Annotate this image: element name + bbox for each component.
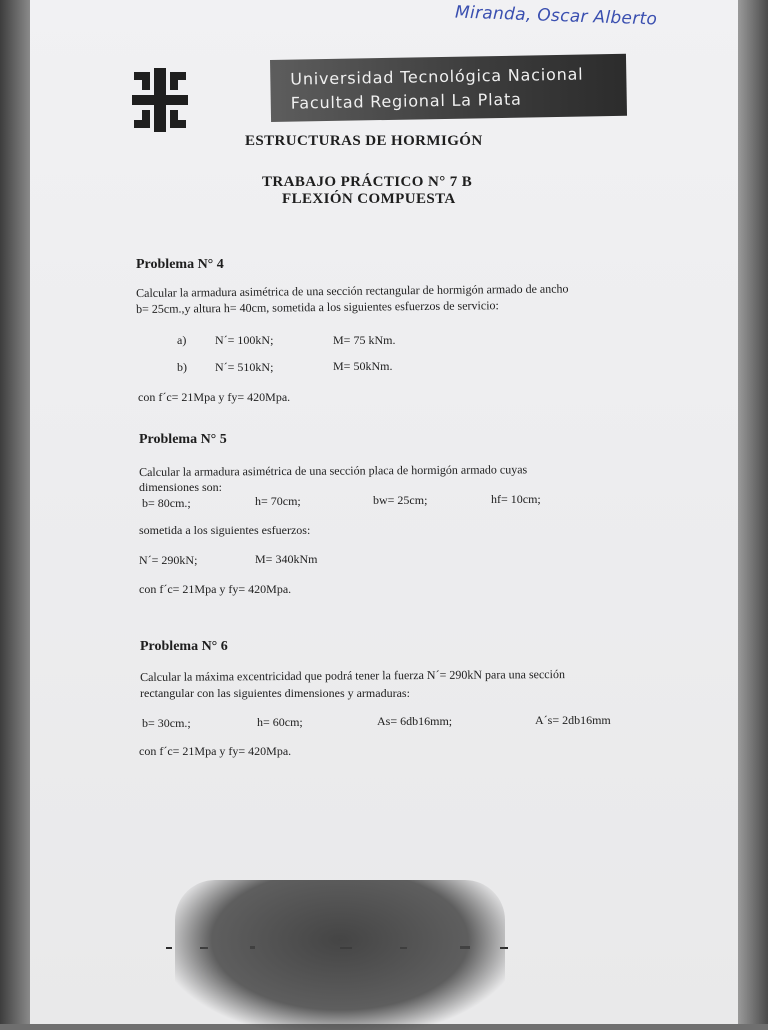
- problem-6-materials: con f´c= 21Mpa y fy= 420Mpa.: [139, 744, 292, 758]
- university-banner: [270, 54, 627, 122]
- problem-5-efforts-intro: sometida a los siguientes esfuerzos:: [139, 523, 311, 537]
- problem-5-materials: con f´c= 21Mpa y fy= 420Mpa.: [139, 582, 292, 596]
- problem-4-case-a-moment: M= 75 kNm.: [333, 333, 396, 347]
- problem-6-text-line-2: rectangular con las siguientes dimensiones y armaduras:: [140, 686, 410, 700]
- problem-5-heading: Problema N° 5: [139, 432, 227, 447]
- problem-4-text-line-2: b= 25cm.,y altura h= 40cm, sometida a los siguientes esfuerzos de servicio:: [136, 298, 499, 316]
- problem-5-force: N´= 290kN;: [139, 553, 198, 567]
- university-name: Universidad Tecnológica Nacional: [290, 64, 584, 89]
- problem-4-heading: Problema N° 4: [136, 257, 224, 272]
- course-title: ESTRUCTURAS DE HORMIGÓN: [245, 133, 483, 149]
- faculty-name: Facultad Regional La Plata: [290, 89, 522, 113]
- problem-5-moment: M= 340kNm: [255, 552, 318, 566]
- problem-6-dim-b: b= 30cm.;: [142, 716, 191, 730]
- problem-5-dim-h: h= 70cm;: [255, 494, 301, 508]
- finger-shadow: [175, 880, 505, 1030]
- problem-5-text-line-1: Calcular la armadura asimétrica de una sección placa de hormigón armado cuyas: [139, 462, 528, 479]
- problem-4-case-a-label: a): [177, 333, 187, 347]
- topic-title: FLEXIÓN COMPUESTA: [282, 191, 456, 207]
- scan-left-margin: [0, 0, 30, 1024]
- problem-6-as-prime: A´s= 2db16mm: [535, 713, 611, 727]
- problem-5-dim-bw: bw= 25cm;: [373, 493, 428, 507]
- document-page: [30, 0, 738, 1024]
- problem-6-dim-h: h= 60cm;: [257, 715, 303, 729]
- problem-4-case-b-label: b): [177, 360, 187, 374]
- problem-4-case-b-force: N´= 510kN;: [215, 360, 274, 374]
- assignment-title: TRABAJO PRÁCTICO N° 7 B: [262, 174, 473, 190]
- problem-5-dim-hf: hf= 10cm;: [491, 492, 541, 506]
- problem-4-materials: con f´c= 21Mpa y fy= 420Mpa.: [138, 390, 291, 404]
- problem-6-heading: Problema N° 6: [140, 639, 228, 654]
- problem-4-case-a-force: N´= 100kN;: [215, 333, 274, 347]
- problem-4-case-b-moment: M= 50kNm.: [333, 359, 393, 373]
- problem-5-text-line-2: dimensiones son:: [139, 480, 222, 494]
- utn-logo-icon: [132, 68, 188, 132]
- scan-right-margin: [738, 0, 768, 1024]
- problem-6-text-line-1: Calcular la máxima excentricidad que podrá tener la fuerza N´= 290kN para una sección: [140, 667, 565, 684]
- problem-6-as: As= 6db16mm;: [377, 714, 453, 728]
- problem-4-text-line-1: Calcular la armadura asimétrica de una sección rectangular de hormigón armado de ancho: [136, 281, 569, 300]
- handwritten-name: Miranda, Oscar Alberto: [454, 2, 658, 30]
- problem-5-dim-b: b= 80cm.;: [142, 496, 191, 510]
